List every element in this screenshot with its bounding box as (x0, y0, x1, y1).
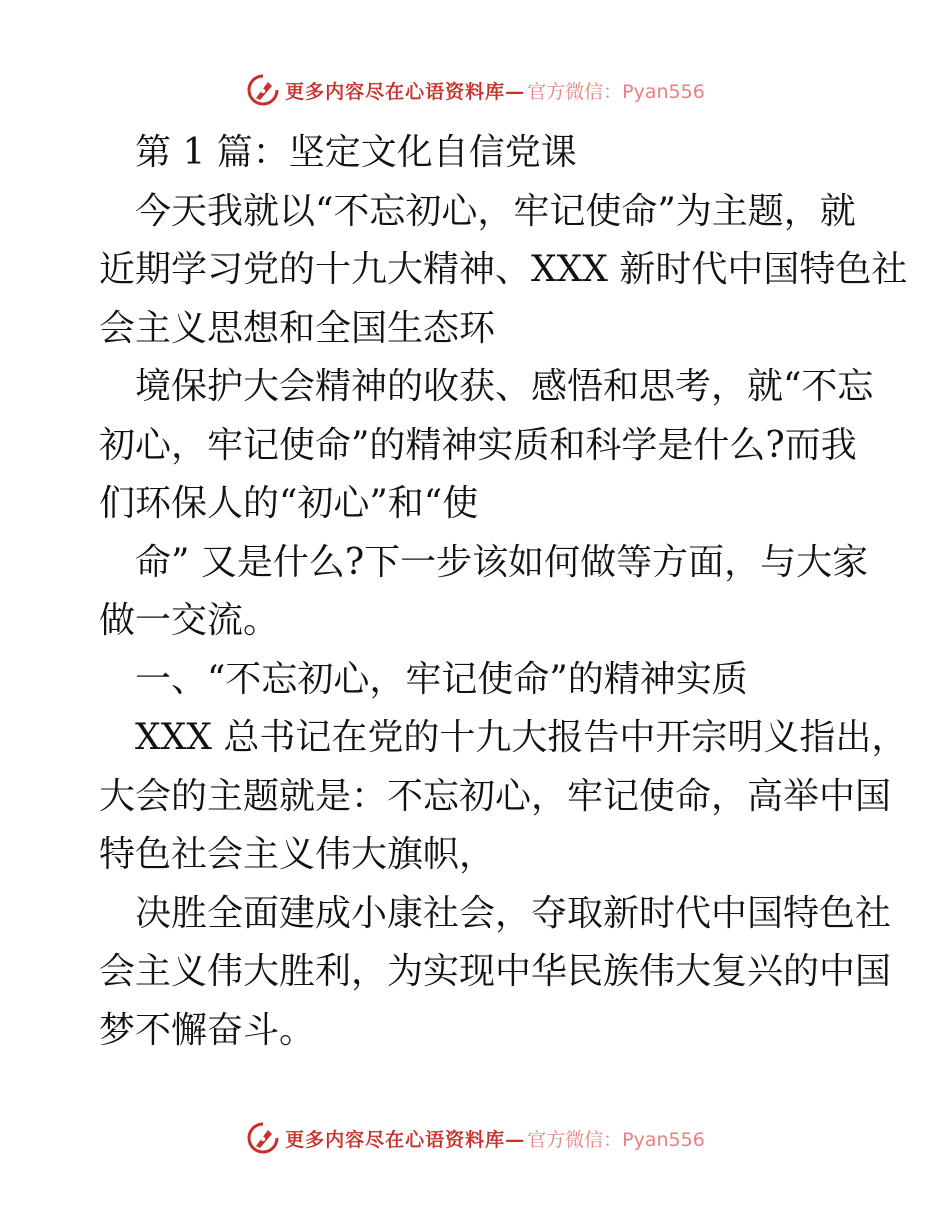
header-watermark-banner (0, 70, 950, 110)
doc-line: 今天我就以“不忘初心，牢记使命”为主题，就 (135, 190, 856, 232)
doc-line: 决胜全面建成小康社会，夺取新时代中国特色社 (135, 892, 892, 934)
document-body (99, 124, 908, 1060)
doc-line: 梦不懈奋斗。 (99, 1009, 316, 1051)
doc-section-heading: 一、“不忘初心，牢记使命”的精神实质 (135, 658, 748, 700)
doc-line: 做一交流。 (99, 600, 280, 641)
doc-line: 特色社会主义伟大旗帜， (99, 834, 496, 875)
doc-line: 初心，牢记使命”的精神实质和科学是什么?而我 (99, 424, 857, 466)
doc-line: 会主义思想和全国生态环 (99, 307, 496, 349)
pen-nib-logo-icon (245, 72, 281, 108)
doc-line: 命” 又是什么?下一步该如何做等方面，与大家 (135, 541, 869, 583)
doc-title: 第 1 篇：坚定文化自信党课 (135, 132, 577, 173)
banner-site-text: 更多内容尽在心语资料库— (285, 1128, 526, 1151)
doc-line: 近期学习党的十九大精神、XXX 新时代中国特色社 (99, 249, 908, 290)
pen-nib-logo-icon (245, 1120, 281, 1156)
doc-line: 会主义伟大胜利，为实现中华民族伟大复兴的中国 (99, 951, 892, 992)
doc-line: 境保护大会精神的收获、感悟和思考，就“不忘 (135, 366, 874, 407)
doc-line: 们环保人的“初心”和“使 (99, 483, 479, 524)
footer-watermark-banner (0, 1118, 950, 1158)
doc-line: 大会的主题就是：不忘初心，牢记使命，高举中国 (99, 775, 892, 817)
banner-site-text: 更多内容尽在心语资料库— (285, 80, 526, 103)
doc-line: XXX 总书记在党的十九大报告中开宗明义指出， (135, 717, 908, 758)
banner-wechat-text: 官方微信：Pyan556 (527, 80, 705, 103)
banner-wechat-text: 官方微信：Pyan556 (527, 1128, 705, 1151)
